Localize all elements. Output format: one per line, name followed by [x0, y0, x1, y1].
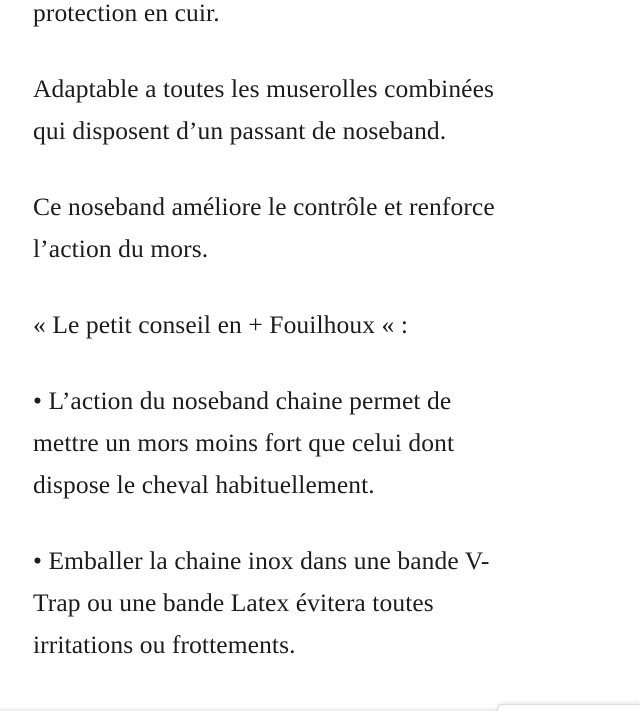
text-line: dispose le cheval habituellement. — [33, 470, 375, 499]
text-line: mettre un mors moins fort que celui dont — [33, 428, 455, 457]
paragraph-control — [33, 186, 613, 270]
text-line: Ce noseband améliore le contrôle et renforce — [33, 192, 495, 221]
text-line: « Le petit conseil en + Fouilhoux « : — [33, 310, 409, 339]
floating-widget-tab[interactable] — [497, 704, 640, 711]
paragraph-protection — [33, 0, 613, 34]
article-body — [33, 0, 613, 700]
text-line: • L’action du noseband chaine permet de — [33, 386, 452, 415]
text-line: protection en cuir. — [33, 0, 220, 27]
paragraph-adaptable — [33, 68, 613, 152]
bullet-tip-2 — [33, 540, 613, 666]
text-line: Trap ou une bande Latex évitera toutes — [33, 588, 434, 617]
bullet-tip-1 — [33, 380, 613, 506]
text-line: irritations ou frottements. — [33, 630, 296, 659]
text-line: l’action du mors. — [33, 234, 209, 263]
text-line: Adaptable a toutes les muserolles combinées — [33, 74, 495, 103]
paragraph-tip-heading — [33, 304, 613, 346]
text-line: • Emballer la chaine inox dans une bande V- — [33, 546, 490, 575]
text-line: qui disposent d’un passant de noseband. — [33, 116, 447, 145]
